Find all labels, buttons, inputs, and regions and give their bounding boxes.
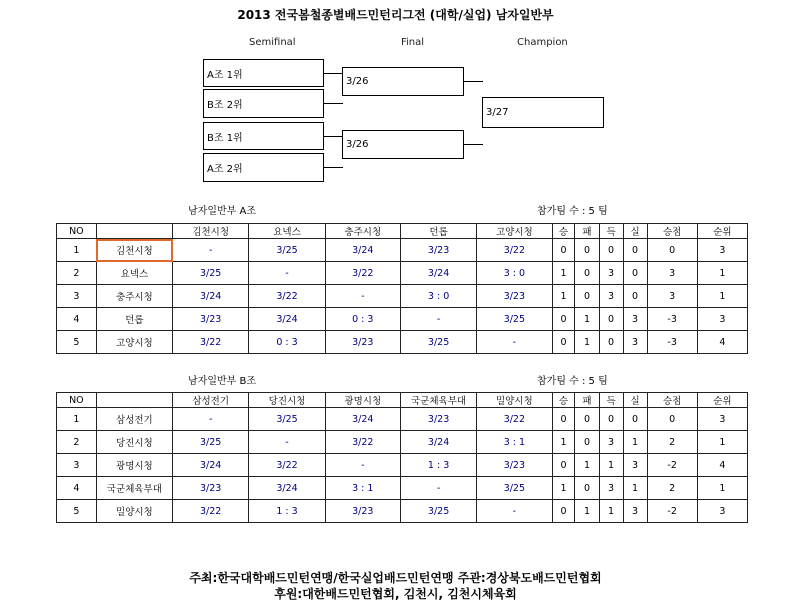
cell-stat: 0 bbox=[599, 331, 623, 354]
cell-match: 3/25 bbox=[249, 239, 325, 262]
cell-stat: 2 bbox=[647, 431, 697, 454]
table-row bbox=[57, 477, 748, 500]
semi-slot-3: B조 1위 bbox=[203, 122, 324, 150]
cell-match: - bbox=[325, 285, 400, 308]
col-header: 당진시청 bbox=[249, 393, 325, 408]
semi-slot-4: A조 2위 bbox=[203, 153, 324, 182]
cell-stat: 0 bbox=[599, 239, 623, 262]
page-title: 2013 전국봄철종별배드민턴리그전 (대학/실업) 남자일반부 bbox=[237, 8, 554, 22]
cell-stat: 0 bbox=[575, 262, 599, 285]
cell-match: 1 : 3 bbox=[249, 500, 325, 523]
header-row bbox=[57, 224, 748, 239]
col-header bbox=[96, 393, 172, 408]
cell-match: 3/25 bbox=[477, 308, 552, 331]
col-header: 김천시청 bbox=[173, 224, 249, 239]
cell-match: 3/23 bbox=[325, 331, 400, 354]
cell-stat: 3 bbox=[697, 308, 747, 331]
cell-match: 3/24 bbox=[249, 308, 325, 331]
cell-stat: 3 bbox=[623, 308, 647, 331]
col-header: 득 bbox=[599, 393, 623, 408]
group-b-title: 남자일반부 B조 bbox=[188, 376, 256, 387]
cell-stat: 1 bbox=[697, 262, 747, 285]
group-b-teams-info: 참가팀 수 : 5 팀 bbox=[537, 376, 608, 387]
cell-stat: -2 bbox=[647, 500, 697, 523]
cell-match: 3/25 bbox=[173, 262, 249, 285]
col-header: NO bbox=[57, 224, 97, 239]
cell-stat: 1 bbox=[575, 500, 599, 523]
cell-stat: 0 bbox=[599, 308, 623, 331]
cell-team: 삼성전기 bbox=[96, 408, 172, 431]
cell-match: 3 : 0 bbox=[400, 285, 476, 308]
cell-match: 3/22 bbox=[173, 331, 249, 354]
cell-stat: 1 bbox=[575, 454, 599, 477]
cell-stat: 4 bbox=[697, 331, 747, 354]
cell-stat: 1 bbox=[575, 331, 599, 354]
cell-stat: 1 bbox=[552, 431, 575, 454]
cell-match: 0 : 3 bbox=[325, 308, 400, 331]
cell-match: - bbox=[400, 308, 476, 331]
col-header: 삼성전기 bbox=[173, 393, 249, 408]
cell-team: 밀양시청 bbox=[96, 500, 172, 523]
cell-match: 3/22 bbox=[325, 262, 400, 285]
group-a-table bbox=[56, 223, 748, 354]
cell-stat: 0 bbox=[575, 239, 599, 262]
cell-no: 1 bbox=[57, 408, 97, 431]
cell-stat: -3 bbox=[647, 308, 697, 331]
cell-match: 3 : 1 bbox=[325, 477, 400, 500]
cell-stat: 3 bbox=[697, 408, 747, 431]
col-header: 승 bbox=[552, 393, 575, 408]
cell-no: 5 bbox=[57, 500, 97, 523]
table-row bbox=[57, 308, 748, 331]
cell-stat: 1 bbox=[552, 477, 575, 500]
group-b-table bbox=[56, 392, 748, 523]
cell-stat: 1 bbox=[599, 454, 623, 477]
cell-match: - bbox=[477, 331, 552, 354]
cell-stat: 1 bbox=[697, 285, 747, 308]
cell-no: 4 bbox=[57, 477, 97, 500]
cell-match: 3/24 bbox=[173, 454, 249, 477]
cell-match: 3/23 bbox=[477, 454, 552, 477]
semi-slot-1: A조 1위 bbox=[203, 59, 324, 87]
final-slot-1: 3/26 bbox=[342, 67, 464, 96]
table-row bbox=[57, 262, 748, 285]
cell-stat: 0 bbox=[575, 285, 599, 308]
table-row bbox=[57, 431, 748, 454]
footer-organizers: 주최:한국대학배드민턴연맹/한국실업배드민턴연맹 주관:경상북도배드민턴협회 bbox=[189, 571, 602, 585]
cell-stat: 0 bbox=[552, 500, 575, 523]
cell-stat: 3 bbox=[599, 477, 623, 500]
champion-label: Champion bbox=[517, 37, 568, 48]
cell-team-highlighted: 김천시청 bbox=[96, 239, 172, 262]
connector bbox=[323, 167, 343, 168]
cell-stat: 0 bbox=[623, 408, 647, 431]
cell-match: 3 : 1 bbox=[477, 431, 552, 454]
cell-stat: 2 bbox=[647, 477, 697, 500]
cell-match: 3/24 bbox=[400, 262, 476, 285]
footer-sponsors: 후원:대한배드민턴협회, 김천시, 김천시체육회 bbox=[274, 587, 517, 601]
cell-match: - bbox=[173, 239, 249, 262]
connector bbox=[323, 103, 343, 104]
cell-team: 충주시청 bbox=[96, 285, 172, 308]
cell-stat: 0 bbox=[647, 239, 697, 262]
champion-slot: 3/27 bbox=[482, 97, 604, 128]
cell-stat: 3 bbox=[599, 431, 623, 454]
cell-match: 3/25 bbox=[249, 408, 325, 431]
group-a-teams-info: 참가팀 수 : 5 팀 bbox=[537, 206, 608, 217]
cell-match: 0 : 3 bbox=[249, 331, 325, 354]
cell-team: 광명시청 bbox=[96, 454, 172, 477]
final-label: Final bbox=[401, 37, 425, 48]
cell-stat: 1 bbox=[575, 308, 599, 331]
col-header: 승 bbox=[552, 224, 575, 239]
cell-match: 3/23 bbox=[477, 285, 552, 308]
cell-match: 3/23 bbox=[400, 408, 476, 431]
cell-match: 3/22 bbox=[249, 285, 325, 308]
cell-match: - bbox=[249, 431, 325, 454]
connector bbox=[323, 136, 343, 137]
cell-match: 3/24 bbox=[400, 431, 476, 454]
cell-match: 3/22 bbox=[173, 500, 249, 523]
col-header: 패 bbox=[575, 393, 599, 408]
cell-team: 당진시청 bbox=[96, 431, 172, 454]
col-header: 국군체육부대 bbox=[400, 393, 476, 408]
cell-team: 던롭 bbox=[96, 308, 172, 331]
col-header: NO bbox=[57, 393, 97, 408]
cell-stat: 3 bbox=[697, 500, 747, 523]
cell-stat: 0 bbox=[623, 239, 647, 262]
col-header: 패 bbox=[575, 224, 599, 239]
col-header: 고양시청 bbox=[477, 224, 552, 239]
connector bbox=[323, 73, 343, 74]
cell-match: 1 : 3 bbox=[400, 454, 476, 477]
cell-stat: 1 bbox=[623, 431, 647, 454]
cell-match: 3/23 bbox=[325, 500, 400, 523]
cell-match: 3 : 0 bbox=[477, 262, 552, 285]
cell-stat: 0 bbox=[575, 408, 599, 431]
cell-no: 1 bbox=[57, 239, 97, 262]
cell-match: - bbox=[400, 477, 476, 500]
cell-stat: 0 bbox=[552, 454, 575, 477]
table-row bbox=[57, 500, 748, 523]
table-row bbox=[57, 285, 748, 308]
table-row bbox=[57, 239, 748, 262]
cell-stat: 0 bbox=[647, 408, 697, 431]
cell-match: - bbox=[173, 408, 249, 431]
col-header: 던롭 bbox=[400, 224, 476, 239]
table-row bbox=[57, 408, 748, 431]
cell-stat: 0 bbox=[552, 331, 575, 354]
cell-no: 2 bbox=[57, 431, 97, 454]
cell-match: 3/25 bbox=[173, 431, 249, 454]
header-row bbox=[57, 393, 748, 408]
connector bbox=[463, 81, 483, 82]
cell-match: 3/23 bbox=[400, 239, 476, 262]
cell-stat: 1 bbox=[697, 477, 747, 500]
cell-team: 요넥스 bbox=[96, 262, 172, 285]
col-header bbox=[96, 224, 172, 239]
col-header: 승점 bbox=[647, 224, 697, 239]
cell-stat: 0 bbox=[552, 408, 575, 431]
cell-match: 3/23 bbox=[173, 477, 249, 500]
cell-match: - bbox=[325, 454, 400, 477]
cell-stat: 0 bbox=[552, 239, 575, 262]
cell-stat: 1 bbox=[599, 500, 623, 523]
cell-stat: 3 bbox=[647, 285, 697, 308]
cell-stat: -3 bbox=[647, 331, 697, 354]
cell-stat: 0 bbox=[623, 285, 647, 308]
cell-match: 3/24 bbox=[249, 477, 325, 500]
cell-no: 2 bbox=[57, 262, 97, 285]
col-header: 순위 bbox=[697, 393, 747, 408]
cell-stat: -2 bbox=[647, 454, 697, 477]
cell-stat: 1 bbox=[697, 431, 747, 454]
final-slot-2: 3/26 bbox=[342, 130, 464, 159]
cell-no: 3 bbox=[57, 285, 97, 308]
cell-stat: 3 bbox=[623, 331, 647, 354]
cell-stat: 3 bbox=[623, 500, 647, 523]
cell-team: 국군체육부대 bbox=[96, 477, 172, 500]
col-header: 광명시청 bbox=[325, 393, 400, 408]
col-header: 충주시청 bbox=[325, 224, 400, 239]
cell-stat: 3 bbox=[647, 262, 697, 285]
cell-no: 4 bbox=[57, 308, 97, 331]
group-a-title: 남자일반부 A조 bbox=[188, 206, 256, 217]
cell-stat: 3 bbox=[599, 285, 623, 308]
cell-stat: 1 bbox=[552, 262, 575, 285]
col-header: 순위 bbox=[697, 224, 747, 239]
semi-slot-2: B조 2위 bbox=[203, 89, 324, 118]
cell-stat: 0 bbox=[575, 477, 599, 500]
table-row bbox=[57, 454, 748, 477]
col-header: 실 bbox=[623, 224, 647, 239]
cell-stat: 3 bbox=[623, 454, 647, 477]
cell-stat: 3 bbox=[599, 262, 623, 285]
cell-stat: 0 bbox=[599, 408, 623, 431]
cell-match: - bbox=[477, 500, 552, 523]
cell-match: 3/22 bbox=[477, 239, 552, 262]
cell-match: 3/24 bbox=[325, 239, 400, 262]
cell-match: 3/25 bbox=[477, 477, 552, 500]
cell-match: 3/24 bbox=[325, 408, 400, 431]
cell-match: 3/22 bbox=[477, 408, 552, 431]
cell-match: 3/25 bbox=[400, 331, 476, 354]
col-header: 득 bbox=[599, 224, 623, 239]
col-header: 승점 bbox=[647, 393, 697, 408]
cell-match: 3/22 bbox=[325, 431, 400, 454]
cell-match: 3/24 bbox=[173, 285, 249, 308]
cell-match: 3/25 bbox=[400, 500, 476, 523]
col-header: 실 bbox=[623, 393, 647, 408]
cell-stat: 1 bbox=[552, 285, 575, 308]
semifinal-label: Semifinal bbox=[249, 37, 296, 48]
cell-no: 5 bbox=[57, 331, 97, 354]
col-header: 요넥스 bbox=[249, 224, 325, 239]
cell-match: 3/22 bbox=[249, 454, 325, 477]
cell-stat: 0 bbox=[575, 431, 599, 454]
connector bbox=[463, 144, 483, 145]
cell-stat: 0 bbox=[552, 308, 575, 331]
col-header: 밀양시청 bbox=[477, 393, 552, 408]
cell-team: 고양시청 bbox=[96, 331, 172, 354]
cell-match: 3/23 bbox=[173, 308, 249, 331]
cell-stat: 1 bbox=[623, 477, 647, 500]
table-row bbox=[57, 331, 748, 354]
cell-stat: 4 bbox=[697, 454, 747, 477]
cell-no: 3 bbox=[57, 454, 97, 477]
cell-stat: 0 bbox=[623, 262, 647, 285]
cell-match: - bbox=[249, 262, 325, 285]
cell-stat: 3 bbox=[697, 239, 747, 262]
